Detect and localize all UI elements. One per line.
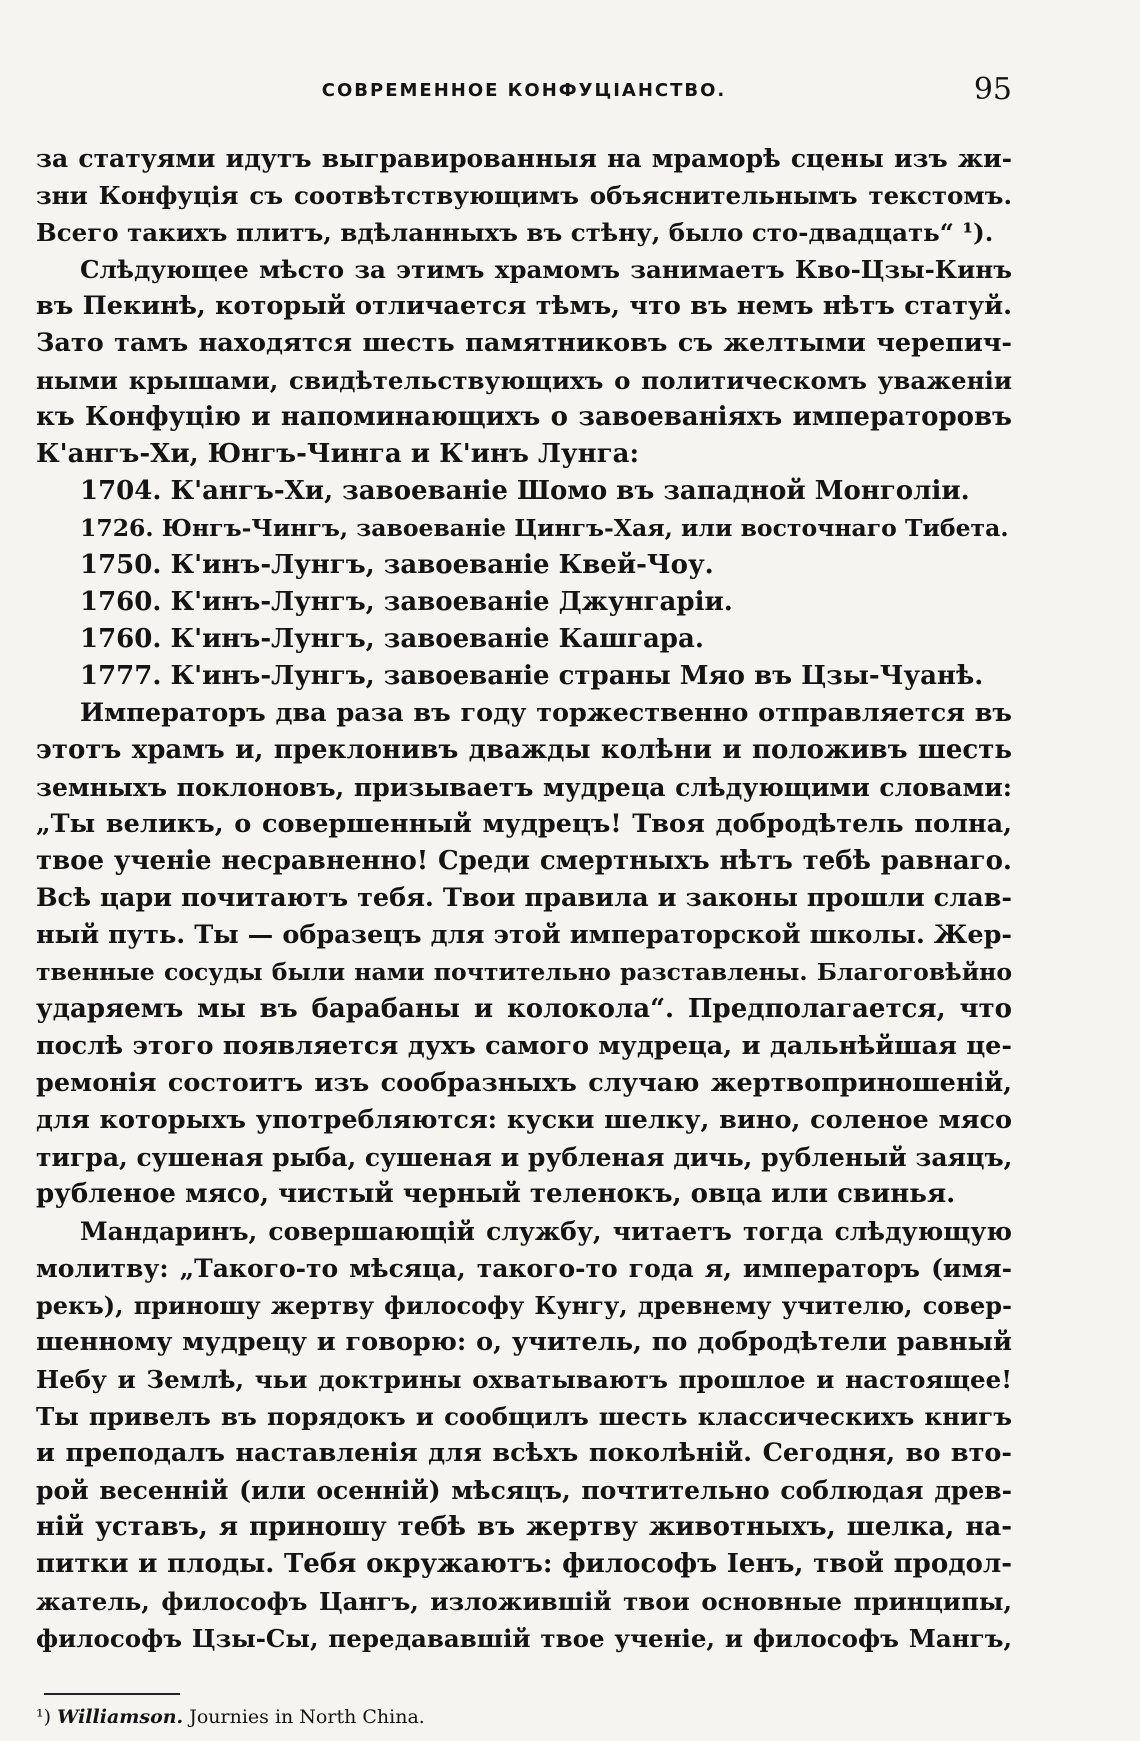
- text-line: ремонія состоитъ изъ сообразныхъ случаю жертвоприношеній,: [36, 1068, 1012, 1098]
- text-line: рой весенній (или осенній) мѣсяцъ, почтительно соблюдая древ-: [36, 1476, 1012, 1505]
- text-line: рекъ), приношу жертву философу Кунгу, древнему учителю, совер-: [36, 1291, 1012, 1320]
- text-line: твенные сосуды были нами почтительно разставлены. Благоговѣйно: [36, 958, 1012, 986]
- text-line: шенному мудрецу и говорю: о, учитель, по добродѣтели равный: [36, 1327, 1012, 1357]
- list-item: 1777. К'инъ-Лунгъ, завоеваніе страны Мяо въ Цзы-Чуанѣ.: [80, 661, 984, 691]
- text-line: ударяемъ мы въ барабаны и колокола“. Предполагается, что: [36, 994, 1012, 1024]
- text-line: тигра, сушеная рыба, сушеная и рубленая дичь, рубленый заяцъ,: [36, 1143, 1013, 1172]
- footnote: [36, 1704, 1012, 1730]
- text-line: Ты привелъ въ порядокъ и сообщилъ шесть классическихъ книгъ: [36, 1402, 1012, 1431]
- text-line: въ Пекинѣ, который отличается тѣмъ, что въ немъ нѣтъ статуй.: [36, 291, 1012, 321]
- list-item: 1760. К'инъ-Лунгъ, завоеваніе Джунгаріи.: [80, 587, 733, 617]
- list-item: 1704. К'ангъ-Хи, завоеваніе Шомо въ западной Монголіи.: [80, 476, 970, 506]
- page-header: [36, 72, 1012, 112]
- text-line: зни Конфуція съ соотвѣтствующимъ объяснительнымъ текстомъ.: [36, 181, 1012, 210]
- text-line: Всѣ цари почитаютъ тебя. Твои правила и законы прошли слав-: [36, 883, 1012, 913]
- footnote-title: Journies in North China.: [189, 1706, 425, 1728]
- text-line: Слѣдующее мѣсто за этимъ храмомъ занимаетъ Кво-Цзы-Кинъ: [80, 255, 1012, 284]
- text-line: послѣ этого появляется духъ самого мудреца, и дальнѣйшая це-: [36, 1031, 1012, 1061]
- text-line: философъ Цзы-Сы, передававшій твое ученіе, и философъ Мангъ,: [36, 1624, 1012, 1653]
- list-item: 1726. Юнгъ-Чингъ, завоеваніе Цингъ-Хая, или восточнаго Тибета.: [80, 514, 1009, 542]
- text-line: Всего такихъ плитъ, вдѣланныхъ въ стѣну, было сто-двадцать“ ¹).: [36, 218, 994, 247]
- text-line: ный путь. Ты — образецъ для этой императорской школы. Жер-: [36, 920, 1012, 950]
- text-line: твое ученіе несравненно! Среди смертныхъ нѣтъ тебѣ равнаго.: [36, 846, 1012, 876]
- text-line: К'ангъ-Хи, Юнгъ-Чинга и К'инъ Лунга:: [36, 439, 640, 469]
- text-line: ными крышами, свидѣтельствующихъ о политическомъ уваженіи: [36, 366, 1012, 395]
- text-line: Мандаринъ, совершающій службу, читаетъ тогда слѣдующую: [80, 1217, 1012, 1246]
- footnote-marker: ¹): [36, 1706, 52, 1728]
- text-line: Зато тамъ находятся шесть памятниковъ съ желтыми черепич-: [36, 328, 1012, 358]
- text-line: „Ты великъ, о совершенный мудрецъ! Твоя добродѣтель полна,: [36, 809, 1012, 839]
- text-line: ній уставъ, я приношу тебѣ въ жертву животныхъ, шелка, на-: [36, 1512, 1012, 1542]
- text-line: молитву: „Такого-то мѣсяца, такого-то года я, императоръ (имя-: [36, 1254, 1012, 1283]
- text-line: Небу и Землѣ, чьи доктрины охватываютъ прошлое и настоящее!: [36, 1365, 1012, 1394]
- text-line: этотъ храмъ и, преклонивъ дважды колѣни и положивъ шесть: [36, 735, 1012, 765]
- text-line: за статуями идутъ выгравированныя на мраморѣ сцены изъ жи-: [36, 144, 1012, 173]
- text-line: Императоръ два раза въ году торжественно отправляется въ: [80, 698, 1012, 728]
- text-line: къ Конфуцію и напоминающихъ о завоеваніяхъ императоровъ: [36, 402, 1012, 432]
- text-line: питки и плоды. Тебя окружаютъ: философъ Іенъ, твой продол-: [36, 1549, 1012, 1579]
- text-line: жатель, философъ Цангъ, изложившій твои основные принципы,: [36, 1587, 1012, 1616]
- page-number: 95: [973, 72, 1012, 107]
- text-line: земныхъ поклоновъ, призываетъ мудреца слѣдующими словами:: [36, 773, 1012, 802]
- list-item: 1760. К'инъ-Лунгъ, завоеваніе Кашгара.: [80, 624, 704, 654]
- list-item: 1750. К'инъ-Лунгъ, завоеваніе Квей-Чоу.: [80, 550, 714, 580]
- text-line: рубленое мясо, чистый черный теленокъ, овца или свинья.: [36, 1179, 956, 1209]
- running-title: СОВРЕМЕННОЕ КОНФУЦІАНСТВО.: [321, 80, 727, 101]
- text-line: и преподалъ наставленія для всѣхъ поколѣній. Сегодня, во вто-: [36, 1438, 1012, 1468]
- text-line: для которыхъ употребляются: куски шелку, вино, соленое мясо: [36, 1105, 1012, 1135]
- body-text: [36, 140, 1012, 1657]
- footnote-divider: [44, 1693, 180, 1695]
- footnote-author: Williamson.: [57, 1706, 184, 1728]
